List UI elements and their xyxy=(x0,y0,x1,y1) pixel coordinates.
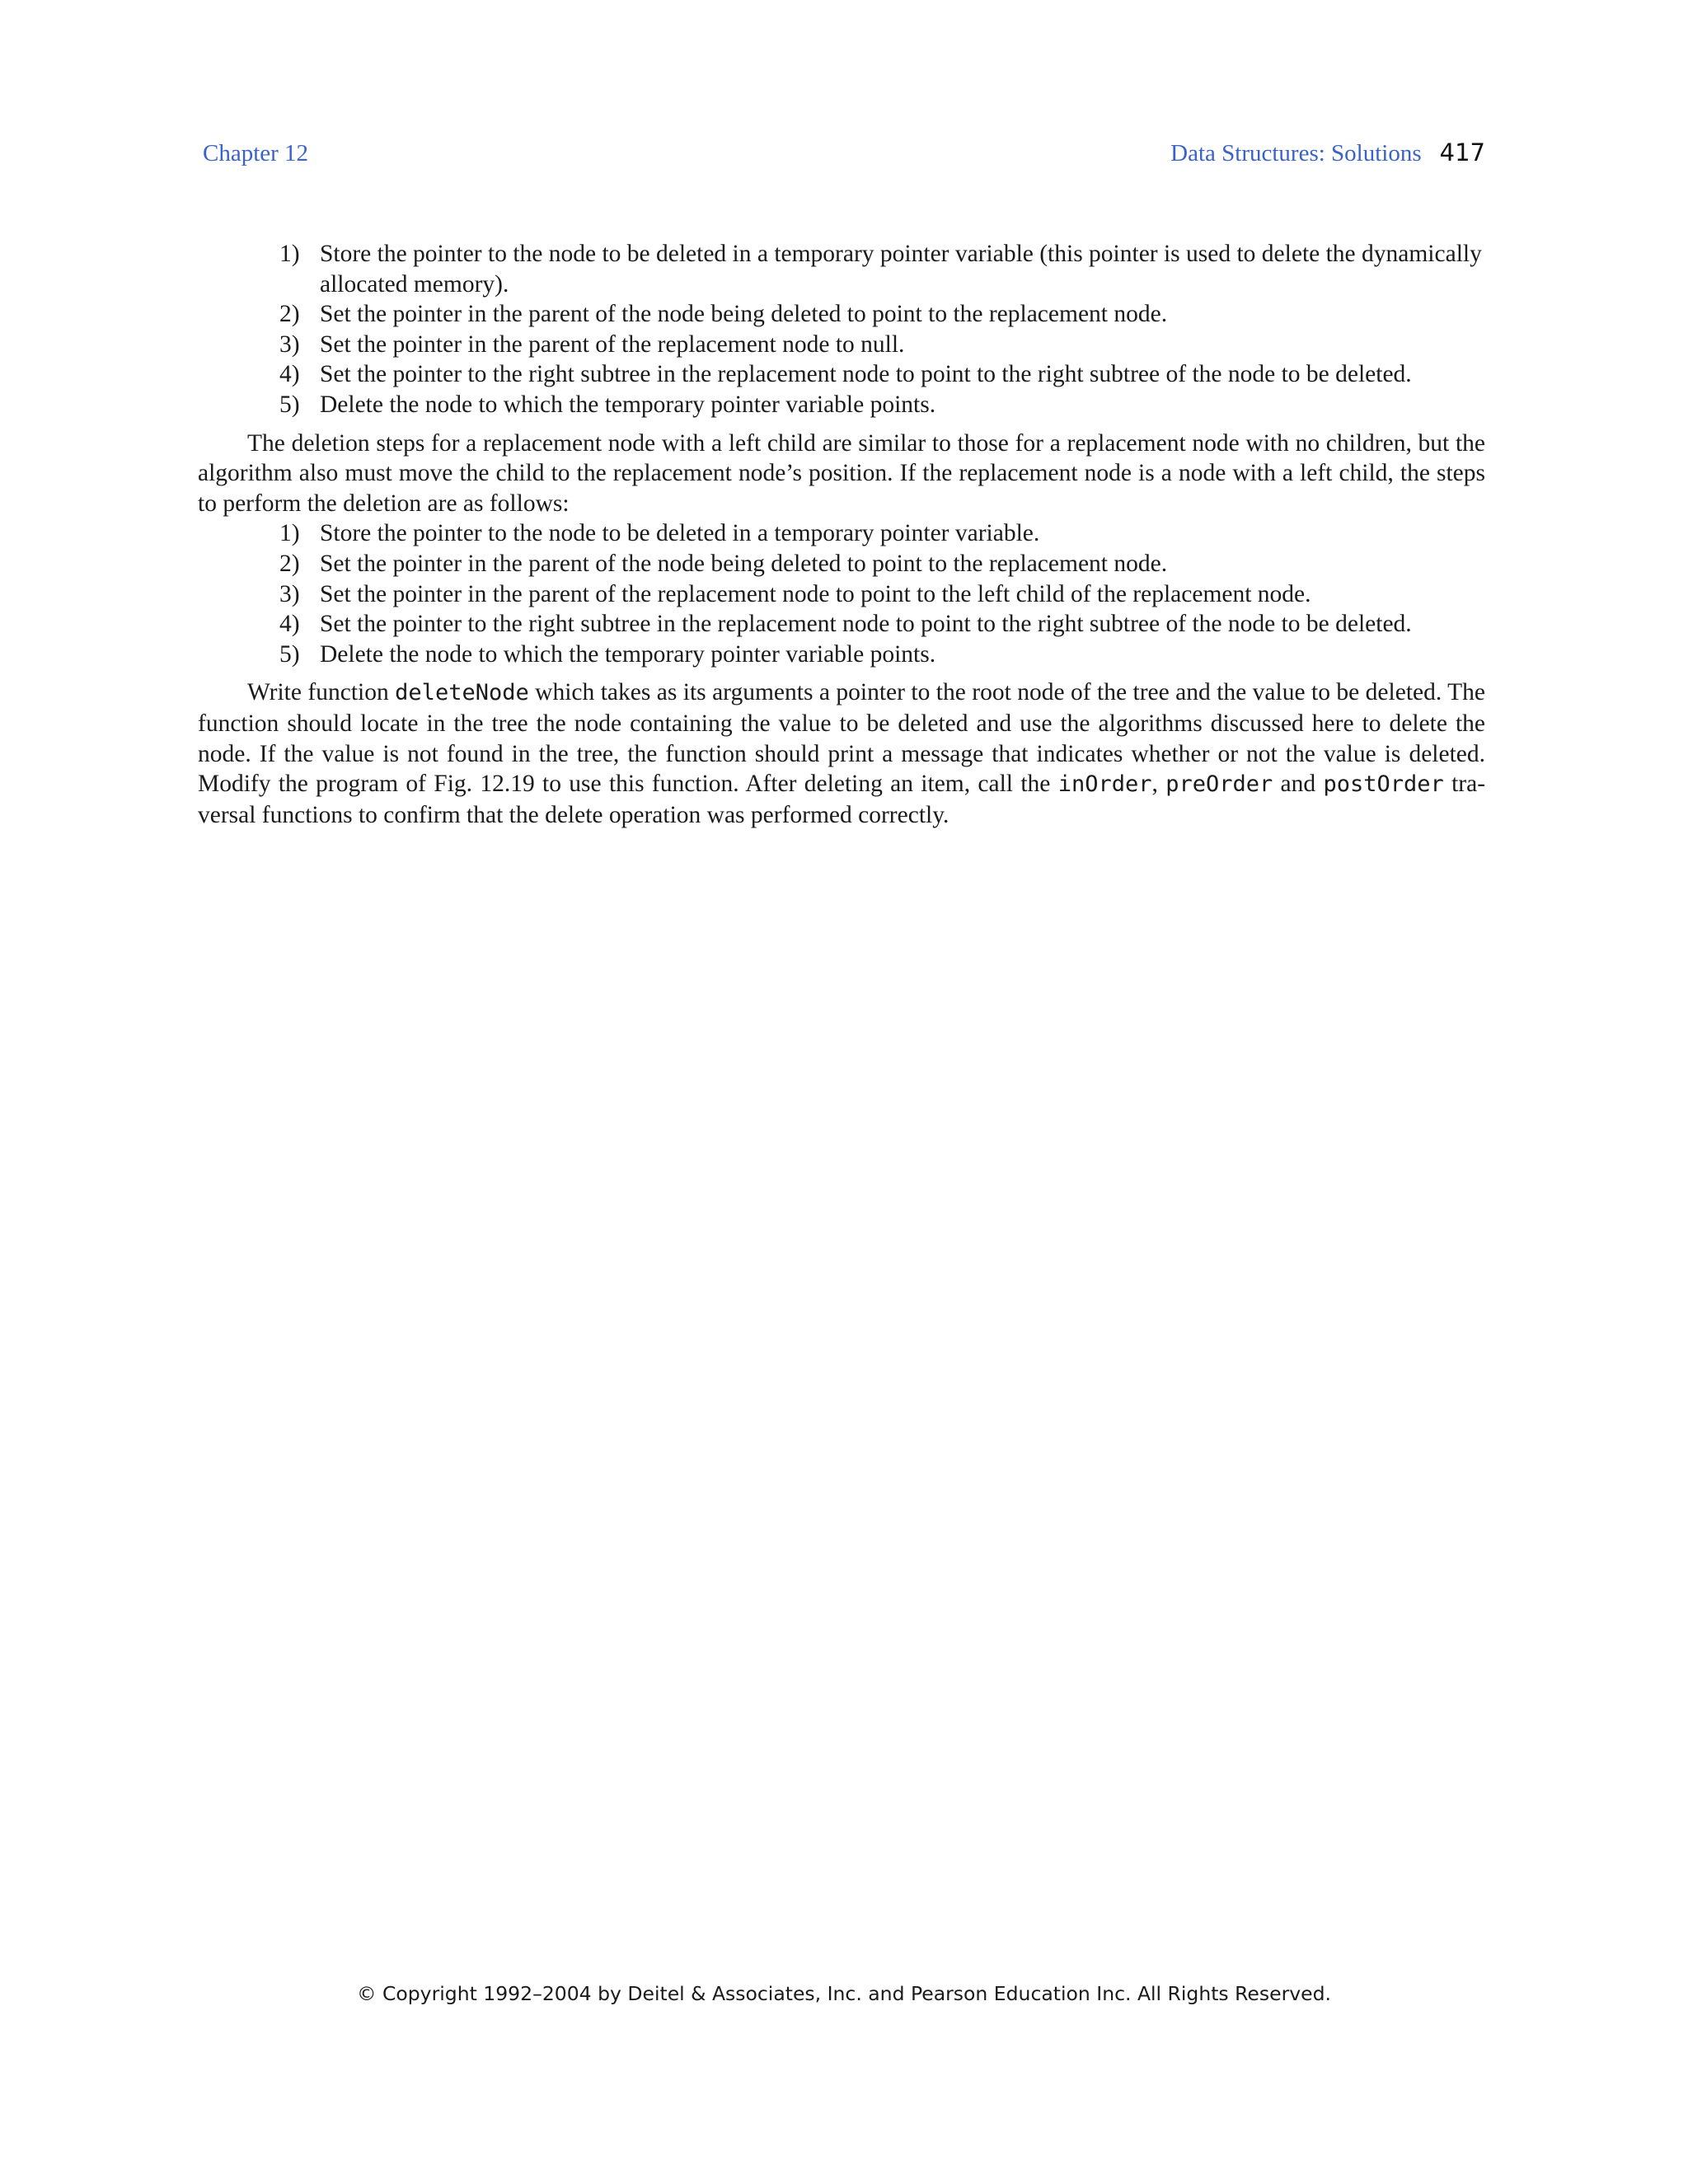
text-run: which takes as its arguments a pointer to the root node of the tree and the value to be deleted. The function should locate in the tree the node containing the value to be deleted and use the algorithms discussed here to delete the node. If the value is not found in the tree, the function should print a message that indicates whether or not the value is deleted. Modify the program of Fig. 12.19 to use this function. After deleting an item, call the xyxy=(198,679,1486,798)
list-item xyxy=(279,579,1485,610)
list-item-text: Set the pointer to the right subtree in the replacement node to point to the right subtree of the node to be deleted. xyxy=(320,611,1412,638)
code-pre-order: preOrder xyxy=(1165,771,1273,798)
list-item xyxy=(279,299,1485,330)
list-item xyxy=(279,239,1485,299)
text-run: Write function xyxy=(247,679,396,706)
list-item xyxy=(279,359,1485,390)
page-content xyxy=(198,239,1485,830)
list-item-text: Set the pointer in the parent of the node being deleted to point to the replacement node. xyxy=(320,550,1168,577)
list-item-number: 2) xyxy=(279,550,300,577)
list-item-text: Store the pointer to the node to be deleted in a temporary pointer variable (this pointer is used to delete the dynamically allocated memory). xyxy=(320,241,1482,298)
list-item-number: 4) xyxy=(279,611,300,638)
text-run: , xyxy=(1151,771,1166,798)
list-item-text: Set the pointer in the parent of the replacement node to point to the left child of the replacement node. xyxy=(320,580,1311,607)
list-item xyxy=(279,390,1485,420)
list-item-text: Set the pointer in the parent of the node being deleted to point to the replacement node. xyxy=(320,301,1168,328)
list-item xyxy=(279,609,1485,640)
list-item-text: Set the pointer to the right subtree in the replacement node to point to the right subtree of the node to be deleted. xyxy=(320,361,1412,388)
list-item-text: Delete the node to which the temporary pointer variable points. xyxy=(320,391,936,418)
list-item xyxy=(279,549,1485,579)
copyright-footer: © Copyright 1992–2004 by Deitel & Associates, Inc. and Pearson Education Inc. All Rights Reserved. xyxy=(357,1982,1331,2005)
code-in-order: inOrder xyxy=(1057,771,1152,798)
section-title: Data Structures: Solutions xyxy=(1170,140,1422,166)
list-item-number: 3) xyxy=(279,330,300,358)
list-item-number: 5) xyxy=(279,640,300,668)
list-item xyxy=(279,640,1485,670)
list-item-number: 1) xyxy=(279,520,300,547)
list-item-text: Set the pointer in the parent of the replacement node to null. xyxy=(320,330,905,358)
code-post-order: postOrder xyxy=(1323,771,1444,798)
list-item xyxy=(279,330,1485,360)
text-run: tra-versal functions to confirm that the delete operation was performed correctly. xyxy=(198,771,1486,828)
list-item-number: 2) xyxy=(279,301,300,328)
delete-node-exercise-paragraph xyxy=(198,677,1485,830)
left-child-intro-paragraph: The deletion steps for a replacement node with a left child are similar to those for a replacement node with no children, but the algorithm also must move the child to the replacement node’s position. If the replacement node is a node with a left child, the steps to perform the deletion are as follows: xyxy=(198,429,1485,517)
list-item-number: 5) xyxy=(279,391,300,418)
header-right xyxy=(1170,138,1485,167)
list-item-number: 4) xyxy=(279,361,300,388)
list-item-number: 3) xyxy=(279,580,300,607)
code-delete-node: deleteNode xyxy=(395,680,529,706)
no-children-steps-list xyxy=(198,239,1485,420)
list-item-text: Delete the node to which the temporary pointer variable points. xyxy=(320,640,936,668)
list-item-text: Store the pointer to the node to be deleted in a temporary pointer variable. xyxy=(320,520,1040,547)
running-header xyxy=(203,138,1485,175)
text-run: and xyxy=(1273,771,1324,798)
list-item xyxy=(279,518,1485,549)
chapter-label: Chapter 12 xyxy=(203,140,309,166)
left-child-steps-list xyxy=(198,518,1485,669)
page-number: 417 xyxy=(1439,138,1485,166)
list-item-number: 1) xyxy=(279,241,300,267)
